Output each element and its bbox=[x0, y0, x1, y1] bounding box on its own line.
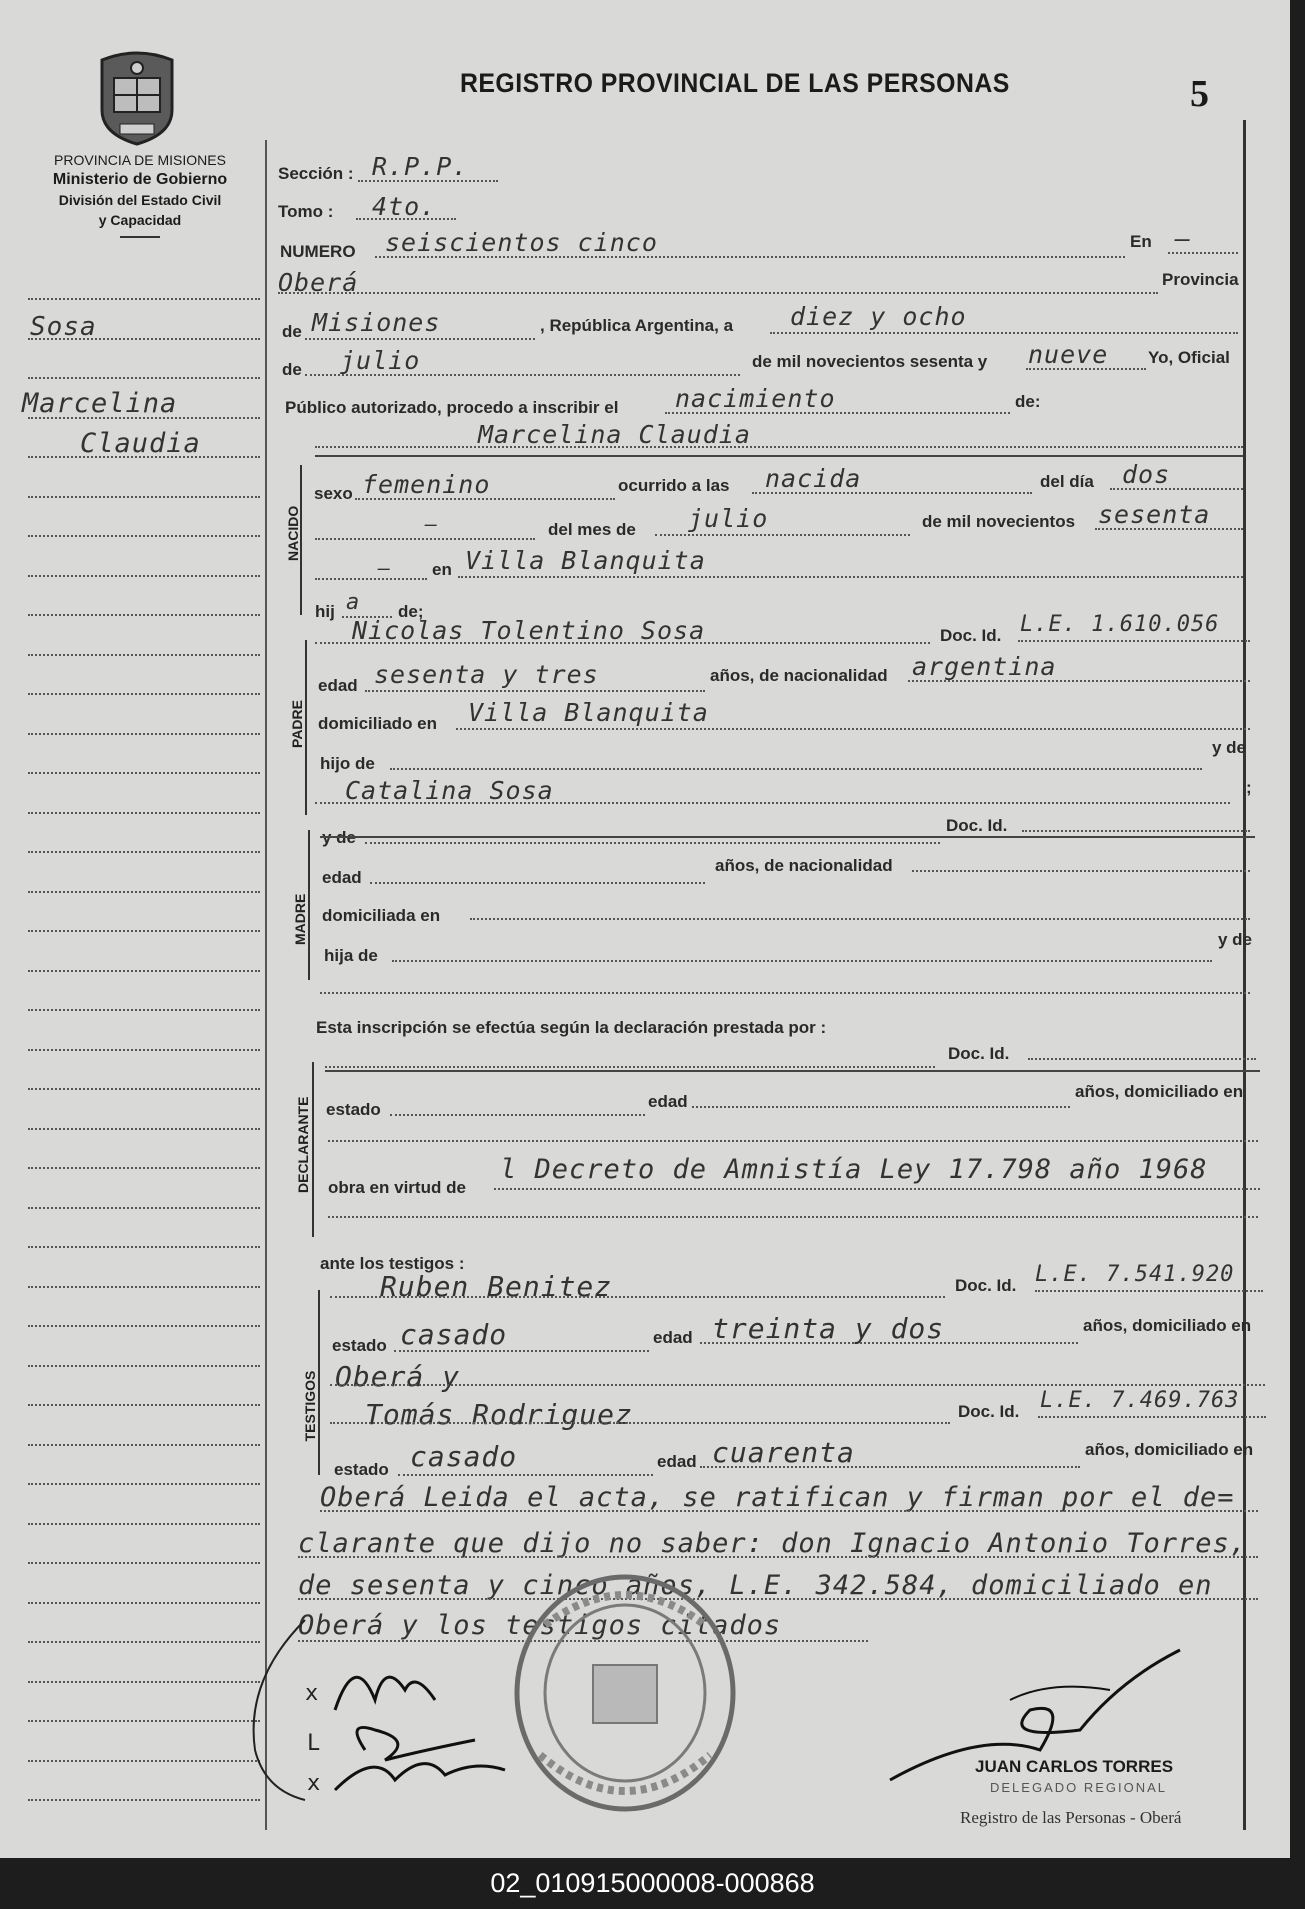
del-dia-label: del día bbox=[1040, 472, 1094, 491]
padre-dom-label: domiciliado en bbox=[318, 714, 438, 733]
obra-label: obra en virtud de bbox=[328, 1178, 466, 1197]
page-title: REGISTRO PROVINCIAL DE LAS PERSONAS bbox=[460, 68, 1010, 98]
padre-doc-value: L.E. 1.610.056 bbox=[1020, 612, 1220, 637]
sexo-label: sexo bbox=[314, 484, 353, 503]
testigo2-doc-label: Doc. Id. bbox=[958, 1402, 1020, 1421]
testigos-section-label: TESTIGOS bbox=[302, 1370, 318, 1442]
margin-rule bbox=[28, 1602, 260, 1604]
margin-rule bbox=[28, 377, 260, 379]
padre-name-value: Nicolas Tolentino Sosa bbox=[352, 616, 706, 645]
margin-rule bbox=[28, 1483, 260, 1485]
closing-line-3: de sesenta y cinco años, L.E. 342.584, domiciliado en bbox=[298, 1570, 1213, 1601]
lugar-value: Villa Blanquita bbox=[465, 546, 706, 575]
dia-value: dos bbox=[1122, 460, 1171, 489]
padre-doc-label: Doc. Id. bbox=[940, 626, 1002, 645]
org-line-ministry: Ministerio de Gobierno bbox=[52, 171, 228, 188]
svg-text:x: x bbox=[307, 1771, 321, 1796]
margin-rule bbox=[28, 535, 260, 537]
org-block bbox=[20, 150, 260, 238]
declarante-dom-label: años, domiciliado en bbox=[1075, 1082, 1244, 1101]
acto-value: nacimiento bbox=[675, 384, 836, 413]
seccion-value: R.P.P. bbox=[372, 152, 469, 181]
madre-edad-label: edad bbox=[322, 868, 362, 887]
org-line-province: PROVINCIA DE MISIONES bbox=[54, 152, 226, 168]
margin-rule bbox=[28, 1404, 260, 1406]
margin-rule bbox=[28, 1760, 260, 1762]
margin-rule bbox=[28, 654, 260, 656]
margin-rule bbox=[28, 1365, 260, 1367]
numero-label: NUMERO bbox=[280, 242, 356, 261]
sexo-value: femenino bbox=[362, 470, 491, 499]
de-label-1: de bbox=[282, 322, 302, 341]
ocurrido-label: ocurrido a las bbox=[618, 476, 730, 495]
mes-value: julio bbox=[688, 504, 769, 533]
closing-line-1: Oberá Leida el acta, se ratifican y firman por el de= bbox=[320, 1482, 1235, 1513]
margin-rule bbox=[28, 1128, 260, 1130]
margin-rule bbox=[28, 1681, 260, 1683]
testigo2-name: Tomás Rodriguez bbox=[365, 1398, 633, 1431]
testigo2-dom-label: años, domiciliado en bbox=[1085, 1440, 1254, 1459]
testigo1-estado-label: estado bbox=[332, 1336, 387, 1355]
margin-rule bbox=[28, 1799, 260, 1801]
numero-value: seiscientos cinco bbox=[385, 228, 658, 257]
tomo-label: Tomo : bbox=[278, 202, 334, 221]
oficial-label: Yo, Oficial bbox=[1148, 348, 1230, 367]
testigo1-edad-label: edad bbox=[653, 1328, 693, 1347]
mes-label: del mes de bbox=[548, 520, 636, 539]
margin-rule bbox=[28, 1286, 260, 1288]
nacido-name-value: Marcelina Claudia bbox=[478, 420, 751, 449]
right-border bbox=[1243, 120, 1246, 1830]
madre-y-de2-label: y de bbox=[1218, 930, 1253, 949]
testigo1-name: Ruben Benitez bbox=[380, 1270, 613, 1303]
declarante-section-label: DECLARANTE bbox=[295, 1096, 311, 1193]
padre-section-label: PADRE bbox=[289, 700, 305, 748]
place-value: Oberá bbox=[278, 268, 359, 297]
de-label-3: de: bbox=[1015, 392, 1041, 411]
en-label: En bbox=[1130, 232, 1152, 251]
margin-rule bbox=[28, 930, 260, 932]
margin-rule bbox=[28, 575, 260, 577]
padre-madre-value: Catalina Sosa bbox=[345, 776, 554, 805]
margin-rule bbox=[28, 496, 260, 498]
margin-rule bbox=[28, 1325, 260, 1327]
org-line-capacity: y Capacidad bbox=[98, 212, 182, 228]
official-name: JUAN CARLOS TORRES bbox=[975, 1757, 1174, 1776]
madre-dom-label: domiciliada en bbox=[322, 906, 441, 925]
month-value: julio bbox=[340, 346, 421, 375]
margin-rule bbox=[28, 614, 260, 616]
margin-rule bbox=[28, 1009, 260, 1011]
year-value: nueve bbox=[1028, 340, 1109, 369]
declarante-doc-label: Doc. Id. bbox=[948, 1044, 1010, 1063]
testigo1-dom-label: años, domiciliado en bbox=[1083, 1316, 1252, 1335]
declarante-edad-label: edad bbox=[648, 1092, 688, 1111]
page-number: 5 bbox=[1190, 73, 1209, 115]
official-role: DELEGADO REGIONAL bbox=[990, 1780, 1168, 1795]
closing-line-2: clarante que dijo no saber: don Ignacio Antonio Torres, bbox=[298, 1528, 1248, 1559]
testigo2-estado-label: estado bbox=[334, 1460, 389, 1479]
padre-nac-label: años, de nacionalidad bbox=[710, 666, 888, 685]
margin-rule bbox=[28, 812, 260, 814]
padre-nac-value: argentina bbox=[912, 652, 1057, 681]
province-value: Misiones bbox=[312, 308, 441, 337]
official-office: Registro de las Personas - Oberá bbox=[960, 1808, 1182, 1827]
year-label: de mil novecientos sesenta y bbox=[752, 352, 988, 371]
margin-rule bbox=[28, 1523, 260, 1525]
testigo1-edad-value: treinta y dos bbox=[712, 1312, 945, 1345]
margin-given-name-1: Marcelina bbox=[22, 388, 178, 419]
closing-line-4: Oberá y los testigos citados bbox=[298, 1610, 782, 1641]
testigo2-doc-value: L.E. 7.469.763 bbox=[1040, 1388, 1240, 1413]
seccion-label: Sección : bbox=[278, 164, 354, 183]
org-line-division: División del Estado Civil bbox=[58, 192, 222, 208]
anio-value: sesenta bbox=[1098, 500, 1211, 529]
tomo-value: 4to. bbox=[372, 192, 437, 221]
document-id-footer: 02_010915000008-000868 bbox=[490, 1868, 815, 1898]
provincia-label: Provincia bbox=[1162, 270, 1239, 289]
en-value: — bbox=[1175, 224, 1192, 253]
testigo2-estado-value: casado bbox=[410, 1440, 518, 1473]
declaracion-label: Esta inscripción se efectúa según la declaración prestada por : bbox=[316, 1018, 827, 1037]
margin-given-name-2: Claudia bbox=[80, 428, 201, 459]
margin-rule bbox=[28, 298, 260, 300]
madre-nac-label: años, de nacionalidad bbox=[715, 856, 893, 875]
obra-value: l Decreto de Amnistía Ley 17.798 año 1968 bbox=[500, 1154, 1208, 1185]
publico-label: Público autorizado, procedo a inscribir el bbox=[285, 398, 619, 417]
provincial-emblem-icon bbox=[92, 50, 182, 146]
svg-text:x: x bbox=[305, 1681, 319, 1706]
margin-rule bbox=[28, 1246, 260, 1248]
testigo1-dom-value: Oberá y bbox=[335, 1360, 461, 1393]
margin-rule bbox=[28, 970, 260, 972]
margin-rule bbox=[28, 1562, 260, 1564]
margin-rule bbox=[28, 891, 260, 893]
madre-hija-label: hija de bbox=[324, 946, 378, 965]
madre-y-de-label: y de bbox=[322, 828, 357, 847]
padre-edad-label: edad bbox=[318, 676, 358, 695]
declarante-estado-label: estado bbox=[326, 1100, 381, 1119]
margin-rule bbox=[28, 733, 260, 735]
document-page: PROVINCIA DE MISIONES Ministerio de Gobierno División del Estado Civil y Capacidad REGISTRO PROVINCIAL DE LAS PERSONAS 5 Sosa Marcelina Claudia Sección : R.P.P. Tomo : 4to. NUMERO seiscientos cinco En — Oberá Provincia de Misiones , República Argentina, a diez y ocho de julio de mil novecientos sesenta y nueve Yo, Oficial Público autorizado, procedo a inscribir el nacimiento de: NACIDO Marcelina Claudia sexo femenino ocurrido a las nacida del día dos — del mes de julio de mil novecientos sesenta — en Villa Blanquita hij a de; PADRE Nicolas Tolentino Sosa Doc. Id. L.E. 1.610.056 edad sesenta y tres años, de nacionalidad argentina domiciliado en Villa Blanquita hijo de y de Catalina Sosa ; MADRE y de Doc. Id. edad años, de nacionalidad domiciliada en hija de y de Esta inscripción se efectúa según la declaración prestada por : DECLARANTE Doc. Id. estado edad años, domiciliado en obra en virtud de l Decreto de Amnistía Ley 17.798 año 1968 ante los testigos : TESTIGOS Ruben Benitez Doc. Id. L.E. 7.541.920 estado casado edad treinta y dos años, domiciliado en Oberá y Tomás Rodriguez Doc. Id. L.E. 7.469.763 estado casado edad cuarenta años, domiciliado en Oberá Leida el acta, se ratifican y firman por el de= clarante que dijo no saber: don Ignacio Antonio Torres, de sesenta y cinco años, L.E. 342.584, domiciliado en Oberá y los testigos citados x L x JUAN CARLOS TORRES DELEGADO REGIONAL Registro de las Personas - Oberá bbox=[0, 0, 1290, 1858]
testigo2-edad-label: edad bbox=[657, 1452, 697, 1471]
testigo1-estado-value: casado bbox=[400, 1318, 508, 1351]
testigo1-doc-label: Doc. Id. bbox=[955, 1276, 1017, 1295]
padre-hijo-label: hijo de bbox=[320, 754, 375, 773]
nacido-section-label: NACIDO bbox=[285, 505, 301, 561]
padre-edad-value: sesenta y tres bbox=[374, 660, 599, 689]
margin-rule bbox=[28, 693, 260, 695]
madre-doc-label: Doc. Id. bbox=[946, 816, 1008, 835]
margin-rule bbox=[28, 1444, 260, 1446]
de-label-2: de bbox=[282, 360, 302, 379]
hij-suffix: a bbox=[346, 590, 361, 615]
anio-label: de mil novecientos bbox=[922, 512, 1076, 531]
madre-section-label: MADRE bbox=[292, 893, 308, 945]
testigo2-edad-value: cuarenta bbox=[712, 1436, 855, 1469]
testigo1-doc-value: L.E. 7.541.920 bbox=[1035, 1262, 1235, 1287]
margin-surname: Sosa bbox=[30, 312, 97, 342]
margin-divider bbox=[265, 140, 267, 1830]
margin-rule bbox=[28, 1720, 260, 1722]
padre-y-de-label: y de bbox=[1212, 738, 1247, 757]
margin-rule bbox=[28, 1167, 260, 1169]
margin-rule bbox=[28, 772, 260, 774]
testigos-label: ante los testigos : bbox=[320, 1254, 465, 1273]
margin-rule bbox=[28, 1641, 260, 1643]
margin-rule bbox=[28, 1088, 260, 1090]
padre-dom-value: Villa Blanquita bbox=[468, 698, 709, 727]
hij-label: hij bbox=[315, 602, 335, 621]
margin-rule bbox=[28, 1049, 260, 1051]
signatures-icon bbox=[245, 1600, 575, 1820]
day-value: diez y ocho bbox=[790, 302, 967, 331]
margin-rule bbox=[28, 851, 260, 853]
republica-label: , República Argentina, a bbox=[540, 316, 734, 335]
lugar-label: en bbox=[432, 560, 452, 579]
margin-rule bbox=[28, 1207, 260, 1209]
svg-text:L: L bbox=[307, 1731, 321, 1756]
hora-value: nacida bbox=[765, 464, 862, 493]
